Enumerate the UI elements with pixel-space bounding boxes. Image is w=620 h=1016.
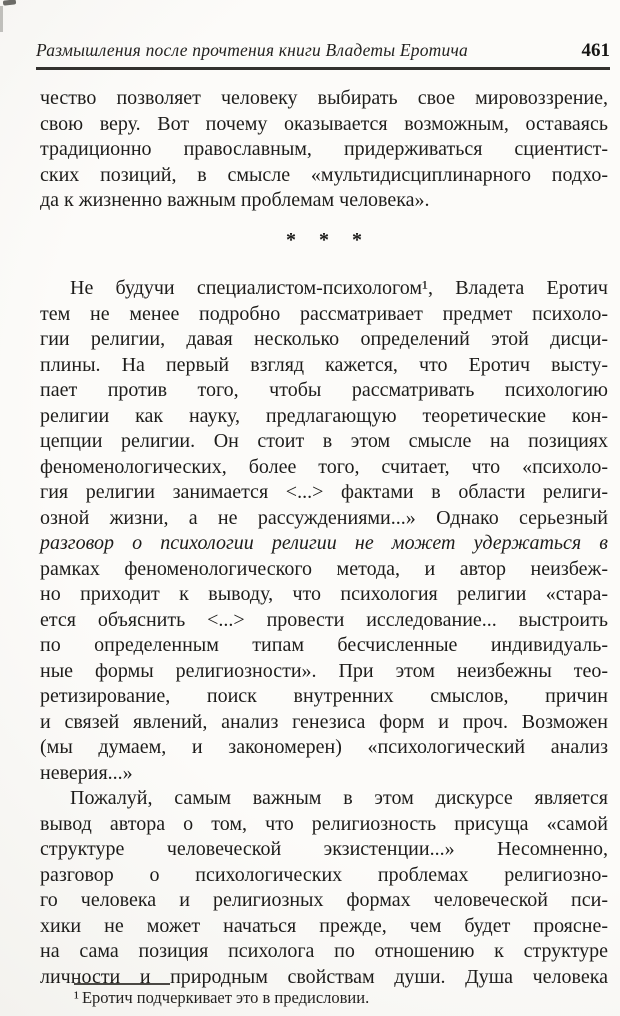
- footnote: [74, 983, 574, 1008]
- text-line: Пожалуй, самым важным в этом дискурсе является: [70, 787, 608, 809]
- text-line: тем не менее подробно рассматривает предмет психоло-: [40, 302, 608, 325]
- paragraph: [40, 276, 608, 786]
- text-line: пает против того, чтобы рассматривать психологию: [40, 379, 608, 401]
- text-line: и связей явлений, анализ генезиса форм и проч. Возможен: [40, 710, 608, 733]
- scan-artifact: [3, 0, 16, 6]
- text-line: свою веру. Вот почему оказывается возможным, оставаясь: [40, 112, 608, 135]
- text-line: неверия...»: [40, 761, 133, 784]
- text-line: да к жизненно важным проблемам человека».: [40, 189, 430, 211]
- text-line: ные формы религиозности». При этом неизбежны тео-: [40, 659, 608, 682]
- footnote-text: Еротич подчеркивает это в предисловии.: [81, 988, 370, 1007]
- text-line: ретизирование, поиск внутренних смыслов, причин: [40, 685, 608, 707]
- scan-artifact: [0, 6, 3, 32]
- text-line: чество позволяет человеку выбирать свое мировоззрение,: [40, 87, 608, 109]
- text-line: хики не может начаться прежде, чем будет проясне-: [40, 914, 608, 937]
- text-line: личности и природным свойствам души. Душа человека: [40, 965, 608, 988]
- text-line: ских позиций, в смысле «мультидисциплинарного подхо-: [40, 163, 608, 186]
- text-line: гии религии, давая несколько определений этой дисци-: [40, 328, 608, 350]
- footnote-marker: ¹: [74, 988, 79, 1007]
- text-line: на сама позиция психолога по отношению к структуре: [40, 940, 608, 962]
- text-line: разговор о психологических проблемах религиозно-: [40, 863, 608, 886]
- text-line: вывод автора о том, что религиозность присуща «самой: [40, 812, 608, 835]
- body-text: [40, 86, 608, 990]
- text-line: цепции религии. Он стоит в этом смысле на позициях: [40, 430, 608, 452]
- text-line: го человека и религиозных формах человеческой пси-: [40, 889, 608, 911]
- header-title: Размышления после прочтения книги Владеты Еротича: [36, 40, 468, 60]
- footnote-text-line: [74, 988, 574, 1008]
- text-line: но приходит к выводу, что психология религии «стара-: [40, 583, 608, 605]
- text-line: ется объяснить <...> провести исследование... выстроить: [40, 608, 608, 631]
- text-line: (мы думаем, и закономерен) «психологический анализ: [40, 736, 608, 758]
- text-line: гия религии занимается <...> фактами в области религи-: [40, 481, 608, 503]
- paragraph: [40, 786, 608, 990]
- footnote-rule: [74, 983, 170, 985]
- text-line: традиционно православным, придерживаться сциентист-: [40, 138, 608, 160]
- text-line: феноменологических, более того, считает, что «психоло-: [40, 455, 608, 478]
- text-line-emphasis: разговор о психологии религии не может удержаться в: [40, 532, 608, 554]
- text-line: религии как науку, предлагающую теоретические кон-: [40, 404, 608, 427]
- text-line: Не будучи специалистом-психологом¹, Владета Еротич: [70, 277, 608, 299]
- paragraph: [40, 86, 608, 214]
- page-number: 461: [581, 40, 610, 61]
- text-line: структуре человеческой экзистенции...» Несомненно,: [40, 838, 608, 860]
- text-line: по определенным типам бесчисленные индивидуаль-: [40, 634, 608, 656]
- running-header: [36, 40, 610, 70]
- text-line: озной жизни, а не рассуждениями...» Однако серьезный: [40, 506, 608, 529]
- section-separator: * * *: [286, 228, 371, 251]
- text-line: плины. На первый взгляд кажется, что Еротич высту-: [40, 353, 608, 376]
- text-line: рамках феноменологического метода, и автор неизбеж-: [40, 557, 608, 580]
